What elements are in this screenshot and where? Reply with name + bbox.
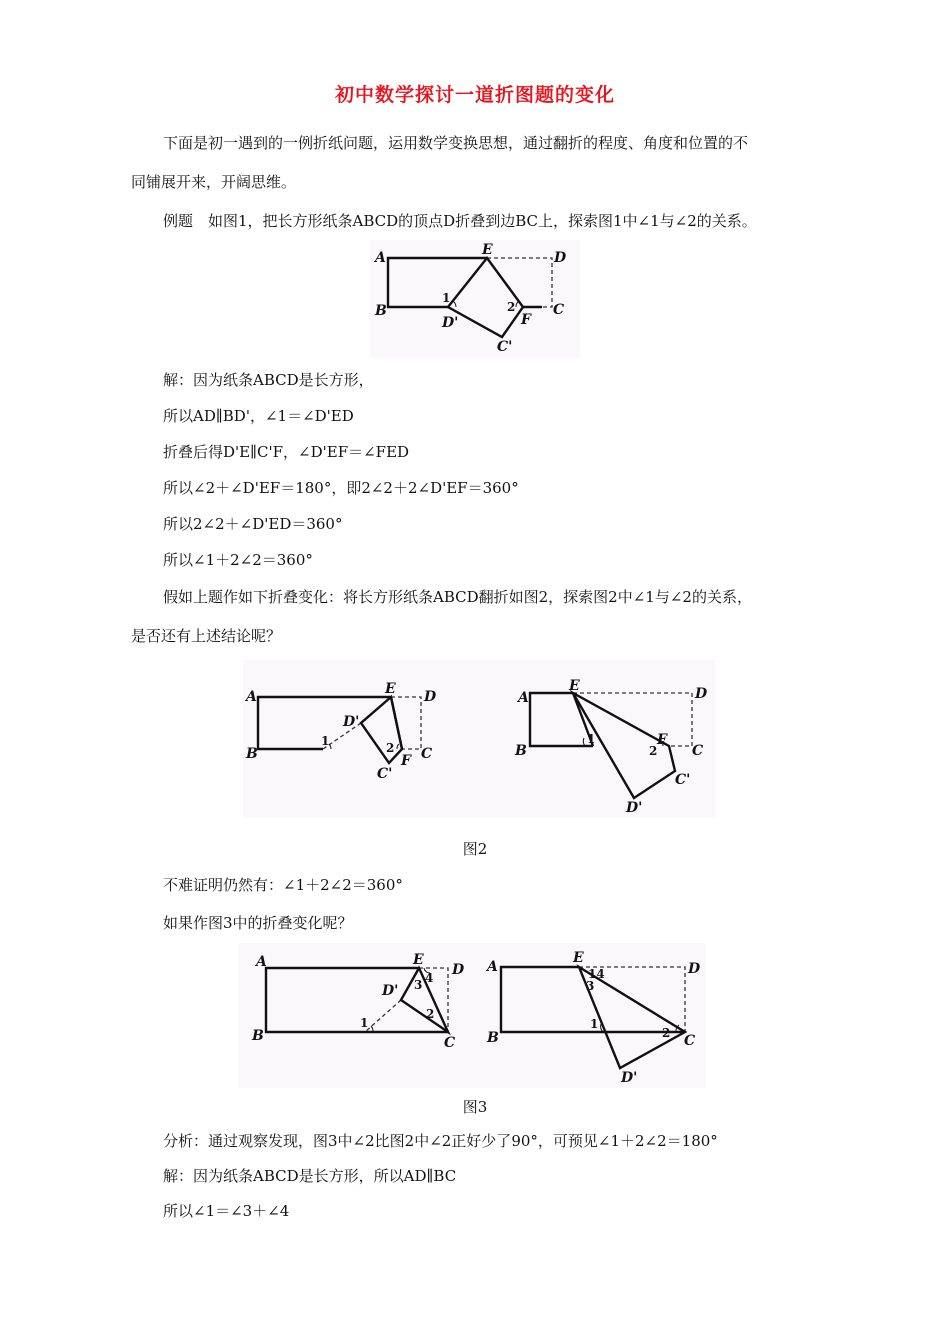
figure-3-caption: 图3 <box>462 1098 488 1116</box>
solution-line-4: 所以∠2＋∠D'EF＝180°，即2∠2＋2∠D'EF＝360° <box>163 479 519 497</box>
intro-line-2: 同铺展开来，开阔思维。 <box>131 173 297 191</box>
page-title: 初中数学探讨一道折图题的变化 <box>334 84 615 106</box>
solution-line-2: 所以AD∥BD'，∠1＝∠D'ED <box>163 407 354 425</box>
fig2-left-label-C-prime: C' <box>377 766 393 782</box>
fig2-conclusion: 不难证明仍然有：∠1＋2∠2＝360° <box>163 876 403 894</box>
solution-line-3: 折叠后得D'E∥C'F，∠D'EF＝∠FED <box>163 443 410 461</box>
intro-line-1: 下面是初一遇到的一例折纸问题，运用数学变换思想，通过翻折的程度、角度和位置的不 <box>163 134 749 152</box>
fig3-right-label-A: A <box>487 959 498 975</box>
fig3-left-angle-3: 3 <box>414 978 423 992</box>
label-D: D <box>554 250 567 266</box>
angle-1-label: 1 <box>442 291 451 305</box>
fig3-left-angle-4: 4 <box>425 971 434 985</box>
fig2-right-label-C-prime: C' <box>675 772 691 788</box>
fig2-right-label-B: B <box>515 743 527 759</box>
fig3-left-label-A: A <box>256 954 267 970</box>
fig3-right-angle-1: 1 <box>590 1017 599 1031</box>
fig3-right-angle-2: 2 <box>662 1026 671 1040</box>
label-D-prime: D' <box>442 315 459 331</box>
figure-2 <box>243 660 715 818</box>
fig2-left-label-E: E <box>385 681 396 697</box>
variation-line-2: 是否还有上述结论呢？ <box>131 627 282 645</box>
fig3-right-label-D: D <box>688 961 701 977</box>
fig2-left-label-B: B <box>246 746 258 762</box>
fig2-right-label-F: F <box>657 732 667 748</box>
fig2-right-angle-2: 2 <box>649 744 658 758</box>
fig3-question: 如果作图3中的折叠变化呢？ <box>163 914 353 932</box>
label-C: C <box>553 302 565 318</box>
label-B: B <box>375 303 387 319</box>
fig3-left-angle-2: 2 <box>426 1007 435 1021</box>
label-E: E <box>482 242 493 258</box>
fig3-left-label-D: D <box>452 962 465 978</box>
fig3-left-label-C: C <box>444 1035 456 1051</box>
fig3-right-label-B: B <box>487 1030 499 1046</box>
fig2-right-label-D-prime: D' <box>626 800 643 816</box>
solution-line-1: 解：因为纸条ABCD是长方形， <box>163 371 374 389</box>
label-F: F <box>521 312 531 328</box>
label-C-prime: C' <box>497 339 513 355</box>
fig2-left-angle-1: 1 <box>321 734 330 748</box>
analysis-line: 分析：通过观察发现，图3中∠2比图2中∠2正好少了90°，可预见∠1＋2∠2＝180° <box>163 1132 718 1150</box>
label-A: A <box>375 250 386 266</box>
figure-1 <box>370 240 580 358</box>
solution-line-5: 所以2∠2＋∠D'ED＝360° <box>163 515 343 533</box>
solution-line-6: 所以∠1＋2∠2＝360° <box>163 551 313 569</box>
figure-3 <box>238 943 706 1088</box>
fig2-left-label-D-prime: D' <box>343 714 360 730</box>
fig3-right-angle-14 <box>588 967 605 981</box>
fig2-right-label-C: C <box>692 743 704 759</box>
fig2-left-angle-2: 2 <box>386 741 395 755</box>
fig2-left-label-A: A <box>246 689 257 705</box>
fig3-right-angle-3: 3 <box>586 979 595 993</box>
angle-2-label: 2 <box>507 300 516 314</box>
solution2-line-1: 解：因为纸条ABCD是长方形，所以AD∥BC <box>163 1167 457 1185</box>
fig3-left-angle-1: 1 <box>360 1016 369 1030</box>
fig3-right-angle-4: 4 <box>596 967 605 981</box>
fig3-left-label-B: B <box>252 1028 264 1044</box>
fig2-right-label-D: D <box>695 686 708 702</box>
fig3-right-label-C: C <box>684 1033 696 1049</box>
fig2-left-label-D: D <box>424 689 437 705</box>
fig2-left-label-F: F <box>401 753 411 769</box>
example-statement: 例题 如图1，把长方形纸条ABCD的顶点D折叠到边BC上，探索图1中∠1与∠2的关系。 <box>163 212 757 230</box>
figure-2-caption: 图2 <box>462 840 488 858</box>
variation-line-1: 假如上题作如下折叠变化：将长方形纸条ABCD翻折如图2，探索图2中∠1与∠2的关系， <box>163 588 752 606</box>
solution2-line-2: 所以∠1＝∠3＋∠4 <box>163 1202 290 1220</box>
fig3-right-angle-1b: 1 <box>588 967 597 981</box>
fig2-right-angle-1: 1 <box>587 732 596 746</box>
fig3-left-label-D-prime: D' <box>382 983 399 999</box>
fig3-right-label-D-prime: D' <box>621 1070 638 1086</box>
fig2-right-label-A: A <box>518 690 529 706</box>
fig2-left-label-C: C <box>421 746 433 762</box>
fig2-right-label-E: E <box>569 678 580 694</box>
fig3-right-label-E: E <box>573 950 584 966</box>
fig3-left-label-E: E <box>413 952 424 968</box>
